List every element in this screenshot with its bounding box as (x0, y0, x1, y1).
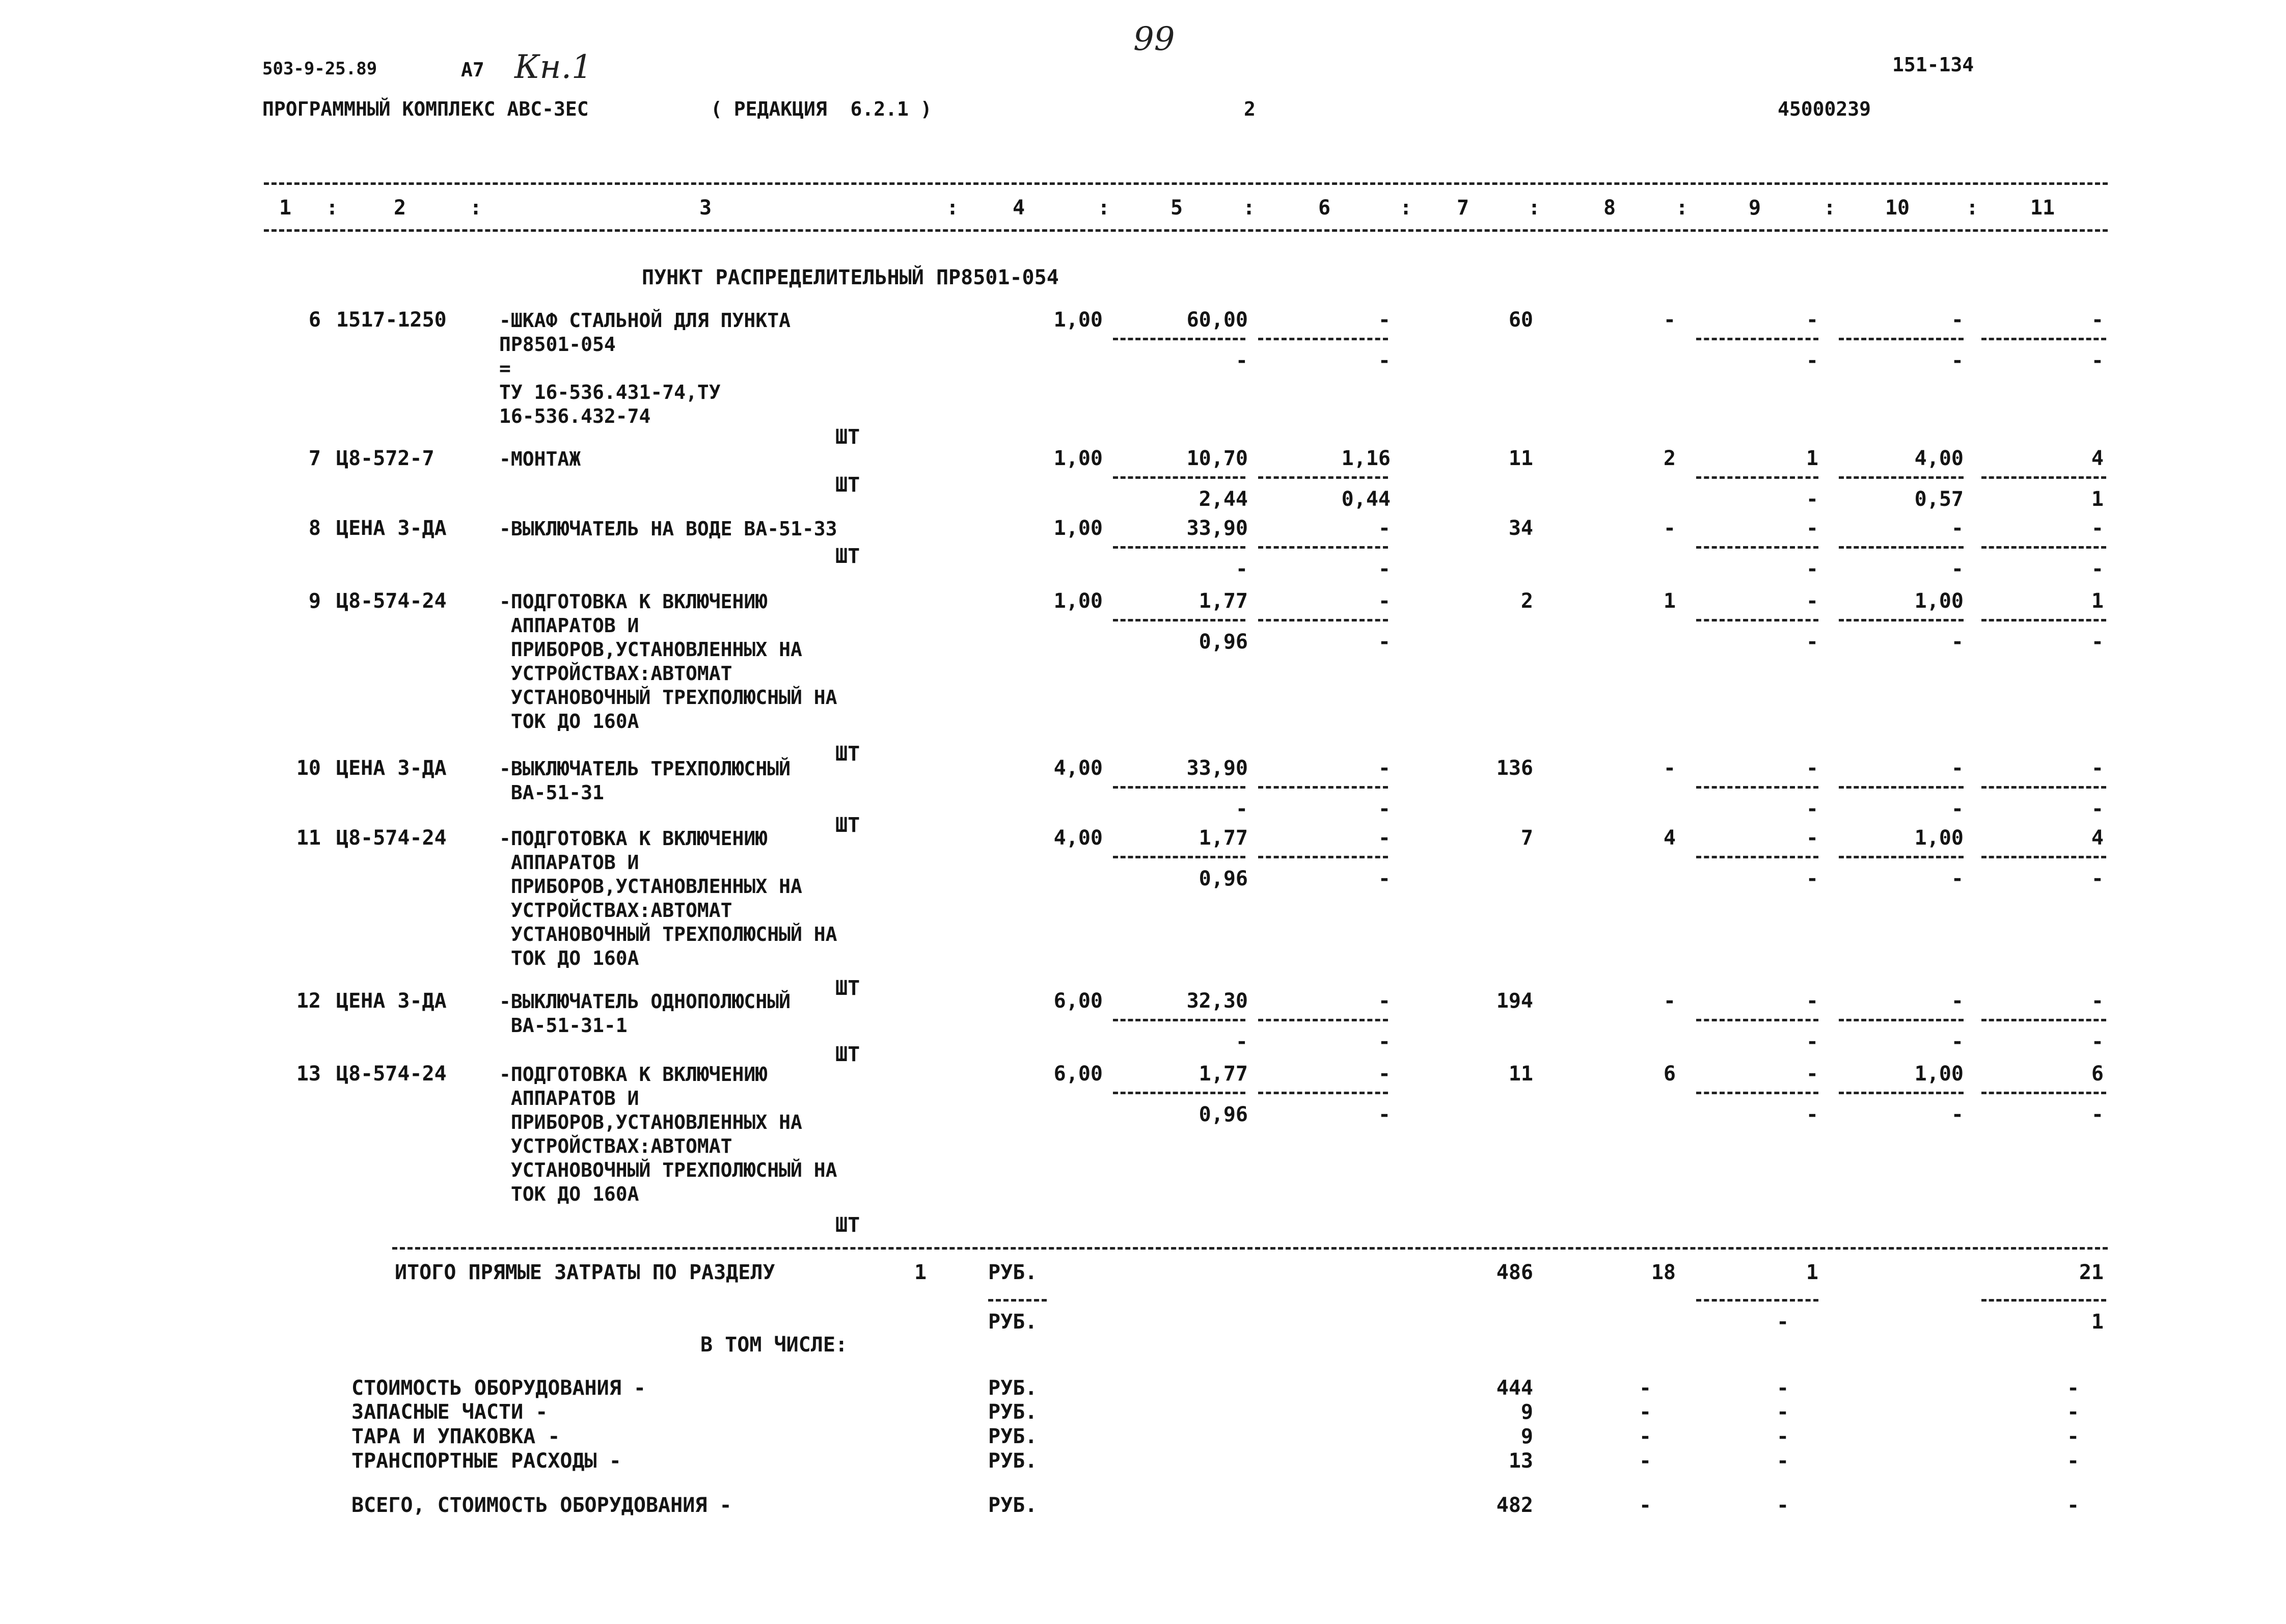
row-col10-second: - (1951, 349, 1964, 372)
row-qty: 1,00 (1053, 589, 1103, 613)
row-qty: 4,00 (1053, 756, 1103, 780)
column-separator: : (1243, 196, 1256, 220)
row-col9: - (1806, 1062, 1818, 1086)
row-description: -ПОДГОТОВКА К ВКЛЮЧЕНИЮ АППАРАТОВ И ПРИБОРОВ,УСТАНОВЛЕННЫХ НА УСТРОЙСТВАХ:АВТОМАТ УСТАНОВОЧНЫЙ ТРЕХПОЛЮСНЫЙ НА ТОК ДО 160А (499, 1063, 837, 1205)
row-col5: 10,70 (1186, 447, 1248, 470)
row-col9-second: - (1806, 867, 1818, 890)
column-header-8: 8 (1603, 196, 1616, 220)
row-col7: 60 (1508, 308, 1533, 332)
row-col11-second: - (2091, 349, 2104, 372)
totals-unit: РУБ. (988, 1261, 1038, 1284)
row-col9: - (1806, 826, 1818, 850)
row-col10-second: - (1951, 630, 1964, 654)
row-col6-divider (1258, 476, 1388, 479)
row-col7: 7 (1520, 826, 1533, 850)
row-col5-second: - (1235, 1030, 1248, 1053)
row-col11-second: - (2091, 630, 2104, 654)
row-col11-divider (1981, 546, 2106, 549)
row-col6-divider (1258, 786, 1388, 789)
totals-col11: 21 (2079, 1261, 2104, 1284)
breakdown-col8: - (1639, 1494, 1652, 1517)
row-col10: 1,00 (1914, 826, 1964, 850)
row-qty: 1,00 (1053, 308, 1103, 332)
breakdown-unit: РУБ. (988, 1425, 1038, 1448)
row-col5: 1,77 (1199, 826, 1248, 850)
row-col6: - (1378, 826, 1391, 850)
row-col9-divider (1696, 476, 1818, 479)
row-col5-divider (1113, 786, 1245, 789)
row-col11-divider (1981, 786, 2106, 789)
row-number: 7 (308, 447, 321, 470)
row-description: -МОНТАЖ (499, 448, 581, 470)
row-number: 11 (296, 826, 321, 850)
sheet-number: 2 (1244, 98, 1256, 120)
column-header-9: 9 (1748, 196, 1761, 220)
row-col11-divider (1981, 476, 2106, 479)
doc-code: 503-9-25.89 (262, 59, 377, 79)
row-col5-second: 2,44 (1199, 488, 1248, 511)
row-col11-second: - (2091, 1030, 2104, 1053)
row-number: 10 (296, 756, 321, 780)
row-col10: 1,00 (1914, 1062, 1964, 1086)
row-code: Ц8-574-24 (336, 1062, 447, 1086)
row-number: 12 (296, 989, 321, 1013)
row-col11: - (2091, 308, 2104, 332)
sheet-code: 151-134 (1892, 53, 1974, 76)
row-col6: - (1378, 308, 1391, 332)
breakdown-col11: - (2066, 1400, 2080, 1424)
row-col9-divider (1696, 619, 1818, 621)
breakdown-col8: - (1639, 1425, 1652, 1448)
row-col9-divider (1696, 856, 1818, 858)
row-description: -ШКАФ СТАЛЬНОЙ ДЛЯ ПУНКТА ПР8501-054 = ТУ 16-536.431-74,ТУ 16-536.432-74 (499, 309, 791, 427)
row-col11-divider (1981, 856, 2106, 858)
row-col10-divider (1839, 338, 1964, 340)
breakdown-col8: - (1639, 1400, 1652, 1424)
row-col10: 4,00 (1914, 447, 1964, 470)
row-qty: 6,00 (1053, 989, 1103, 1013)
format-label: А7 (461, 59, 484, 81)
totals-col11-underline (1981, 1299, 2106, 1302)
row-col11: 1 (2091, 589, 2104, 613)
row-col10-divider (1839, 856, 1964, 858)
row-col11-second: - (2091, 867, 2104, 890)
row-col9-divider (1696, 1019, 1818, 1021)
row-col9-second: - (1806, 630, 1818, 654)
column-header-10: 10 (1885, 196, 1910, 220)
row-unit: ШТ (835, 1213, 860, 1237)
totals-col9-underline (1696, 1299, 1818, 1302)
row-col11: - (2091, 517, 2104, 540)
row-qty: 4,00 (1053, 826, 1103, 850)
row-col10: - (1951, 517, 1964, 540)
header-rule-bottom (264, 229, 2108, 232)
row-col5-divider (1113, 1092, 1245, 1094)
row-code: ЦЕНА 3-ДА (336, 989, 447, 1013)
edition-label: ( РЕДАКЦИЯ 6.2.1 ) (711, 98, 932, 120)
column-header-2: 2 (393, 196, 406, 220)
row-col9-divider (1696, 546, 1818, 549)
row-col10-divider (1839, 786, 1964, 789)
book-number: Кн.1 (514, 48, 592, 86)
row-col11-second: - (2091, 797, 2104, 821)
row-col10: - (1951, 756, 1964, 780)
column-header-1: 1 (279, 196, 292, 220)
row-col8: 6 (1663, 1062, 1676, 1086)
row-col6-divider (1258, 1019, 1388, 1021)
breakdown-col11: - (2066, 1494, 2080, 1517)
row-col6-divider (1258, 856, 1388, 858)
breakdown-col9: - (1776, 1449, 1789, 1473)
row-col5: 1,77 (1199, 589, 1248, 613)
column-separator: : (1676, 196, 1689, 220)
row-number: 8 (308, 517, 321, 540)
row-col5-second: - (1235, 349, 1248, 372)
column-separator: : (1966, 196, 1979, 220)
row-col5-second: 0,96 (1199, 867, 1248, 890)
totals-col9: 1 (1806, 1261, 1818, 1284)
breakdown-col8: - (1639, 1449, 1652, 1473)
row-col7: 2 (1520, 589, 1533, 613)
totals-unit-underline (988, 1299, 1047, 1302)
column-separator: : (1528, 196, 1541, 220)
row-col8: - (1663, 517, 1676, 540)
row-col7: 11 (1508, 447, 1533, 470)
row-unit: ШТ (835, 977, 860, 1000)
breakdown-label: ТРАНСПОРТНЫЕ РАСХОДЫ - (351, 1449, 621, 1473)
row-col9: - (1806, 756, 1818, 780)
totals-col7: 486 (1496, 1261, 1533, 1284)
breakdown-label: ВСЕГО, СТОИМОСТЬ ОБОРУДОВАНИЯ - (351, 1494, 732, 1517)
row-unit: ШТ (835, 473, 860, 497)
row-description: -ПОДГОТОВКА К ВКЛЮЧЕНИЮ АППАРАТОВ И ПРИБОРОВ,УСТАНОВЛЕННЫХ НА УСТРОЙСТВАХ:АВТОМАТ УСТАНОВОЧНЫЙ ТРЕХПОЛЮСНЫЙ НА ТОК ДО 160А (499, 827, 837, 969)
breakdown-label: ЗАПАСНЫЕ ЧАСТИ - (351, 1400, 548, 1424)
row-col9-second: - (1806, 557, 1818, 581)
row-col7: 34 (1508, 517, 1533, 540)
row-unit: ШТ (835, 742, 860, 766)
row-col6-second: - (1378, 557, 1391, 581)
row-col10-divider (1839, 546, 1964, 549)
totals-section: 1 (914, 1261, 927, 1284)
column-header-6: 6 (1318, 196, 1331, 220)
column-header-7: 7 (1456, 196, 1469, 220)
row-col6-second: 0,44 (1341, 488, 1391, 511)
row-description: -ВЫКЛЮЧАТЕЛЬ НА ВОДЕ ВА-51-33 (499, 518, 837, 540)
breakdown-col8: - (1639, 1376, 1652, 1400)
row-col6: - (1378, 1062, 1391, 1086)
breakdown-col7: 13 (1508, 1449, 1533, 1473)
page-number: 99 (1133, 20, 1175, 58)
row-col5-second: - (1235, 557, 1248, 581)
row-description: -ВЫКЛЮЧАТЕЛЬ ОДНОПОЛЮСНЫЙ ВА-51-31-1 (499, 990, 791, 1037)
row-col5-divider (1113, 476, 1245, 479)
row-number: 6 (308, 308, 321, 332)
totals-col9-second: - (1776, 1310, 1789, 1334)
row-qty: 1,00 (1053, 447, 1103, 470)
section-title: ПУНКТ РАСПРЕДЕЛИТЕЛЬНЫЙ ПР8501-054 (642, 266, 1059, 289)
row-col9: 1 (1806, 447, 1818, 470)
row-col11-second: - (2091, 557, 2104, 581)
breakdown-col7: 9 (1520, 1425, 1533, 1448)
breakdown-col11: - (2066, 1449, 2080, 1473)
row-col6: 1,16 (1341, 447, 1391, 470)
breakdown-label: СТОИМОСТЬ ОБОРУДОВАНИЯ - (351, 1376, 646, 1400)
column-header-11: 11 (2030, 196, 2055, 220)
column-separator: : (1098, 196, 1110, 220)
row-col6: - (1378, 517, 1391, 540)
row-col6-divider (1258, 1092, 1388, 1094)
breakdown-unit: РУБ. (988, 1494, 1038, 1517)
row-col10: - (1951, 308, 1964, 332)
program-name: ПРОГРАММНЫЙ КОМПЛЕКС АВС-3ЕС (262, 98, 589, 120)
row-col9: - (1806, 989, 1818, 1013)
column-header-5: 5 (1170, 196, 1183, 220)
row-col5-divider (1113, 546, 1245, 549)
row-col10-second: - (1951, 557, 1964, 581)
row-col11: 6 (2091, 1062, 2104, 1086)
row-col6-second: - (1378, 630, 1391, 654)
row-col10: 1,00 (1914, 589, 1964, 613)
breakdown-col11: - (2066, 1376, 2080, 1400)
row-qty: 6,00 (1053, 1062, 1103, 1086)
row-col10-divider (1839, 476, 1964, 479)
breakdown-col9: - (1776, 1425, 1789, 1448)
totals-rule (392, 1247, 2108, 1250)
row-col9-second: - (1806, 349, 1818, 372)
row-code: ЦЕНА 3-ДА (336, 517, 447, 540)
breakdown-col9: - (1776, 1400, 1789, 1424)
row-col10-second: - (1951, 867, 1964, 890)
row-col10-divider (1839, 619, 1964, 621)
row-qty: 1,00 (1053, 517, 1103, 540)
row-col11-second: - (2091, 1103, 2104, 1126)
row-col8: 1 (1663, 589, 1676, 613)
column-separator: : (470, 196, 482, 220)
row-col5: 33,90 (1186, 756, 1248, 780)
row-col8: 4 (1663, 826, 1676, 850)
header-rule-top (264, 182, 2108, 185)
row-col10-second: - (1951, 1103, 1964, 1126)
row-col5-divider (1113, 338, 1245, 340)
row-col5-divider (1113, 1019, 1245, 1021)
row-code: Ц8-574-24 (336, 589, 447, 613)
row-col5: 1,77 (1199, 1062, 1248, 1086)
row-col6-divider (1258, 619, 1388, 621)
row-col10-divider (1839, 1092, 1964, 1094)
row-col11: - (2091, 756, 2104, 780)
row-col5: 33,90 (1186, 517, 1248, 540)
row-col10-second: - (1951, 797, 1964, 821)
row-col8: - (1663, 308, 1676, 332)
row-col9: - (1806, 589, 1818, 613)
row-code: ЦЕНА 3-ДА (336, 756, 447, 780)
column-separator: : (946, 196, 959, 220)
breakdown-col9: - (1776, 1376, 1789, 1400)
totals-label: ИТОГО ПРЯМЫЕ ЗАТРАТЫ ПО РАЗДЕЛУ (395, 1261, 775, 1284)
breakdown-col7: 444 (1496, 1376, 1533, 1400)
row-col5: 60,00 (1186, 308, 1248, 332)
row-col9-second: - (1806, 1103, 1818, 1126)
breakdown-col7: 9 (1520, 1400, 1533, 1424)
row-col5: 32,30 (1186, 989, 1248, 1013)
row-col6-divider (1258, 338, 1388, 340)
row-col11-divider (1981, 1019, 2106, 1021)
row-code: Ц8-574-24 (336, 826, 447, 850)
row-unit: ШТ (835, 814, 860, 837)
row-col11-divider (1981, 338, 2106, 340)
row-col7: 194 (1496, 989, 1533, 1013)
column-separator: : (326, 196, 339, 220)
breakdown-col11: - (2066, 1425, 2080, 1448)
row-col8: 2 (1663, 447, 1676, 470)
row-code: Ц8-572-7 (336, 447, 434, 470)
row-col10-second: - (1951, 1030, 1964, 1053)
row-col9: - (1806, 517, 1818, 540)
row-col6: - (1378, 756, 1391, 780)
row-col5-second: 0,96 (1199, 1103, 1248, 1126)
row-col6: - (1378, 589, 1391, 613)
row-col5-divider (1113, 619, 1245, 621)
row-description: -ПОДГОТОВКА К ВКЛЮЧЕНИЮ АППАРАТОВ И ПРИБОРОВ,УСТАНОВЛЕННЫХ НА УСТРОЙСТВАХ:АВТОМАТ УСТАНОВОЧНЫЙ ТРЕХПОЛЮСНЫЙ НА ТОК ДО 160А (499, 590, 837, 733)
row-col6-second: - (1378, 1103, 1391, 1126)
row-col7: 11 (1508, 1062, 1533, 1086)
row-col11-divider (1981, 619, 2106, 621)
row-col5-second: 0,96 (1199, 630, 1248, 654)
row-col9-divider (1696, 1092, 1818, 1094)
row-col6-second: - (1378, 867, 1391, 890)
row-col11-second: 1 (2091, 488, 2104, 511)
row-col11: 4 (2091, 447, 2104, 470)
row-col11: 4 (2091, 826, 2104, 850)
breakdown-col9: - (1776, 1494, 1789, 1517)
row-col9-divider (1696, 338, 1818, 340)
row-col10-divider (1839, 1019, 1964, 1021)
row-col6-second: - (1378, 349, 1391, 372)
totals-unit-2: РУБ. (988, 1310, 1038, 1334)
column-header-3: 3 (699, 196, 712, 220)
row-col10: - (1951, 989, 1964, 1013)
column-header-4: 4 (1012, 196, 1025, 220)
row-number: 13 (296, 1062, 321, 1086)
row-col9-second: - (1806, 797, 1818, 821)
row-col11-divider (1981, 1092, 2106, 1094)
row-col8: - (1663, 989, 1676, 1013)
row-col6-divider (1258, 546, 1388, 549)
column-separator: : (1824, 196, 1836, 220)
totals-col11-second: 1 (2091, 1310, 2104, 1334)
row-number: 9 (308, 589, 321, 613)
row-unit: ШТ (835, 425, 860, 449)
row-unit: ШТ (835, 545, 860, 568)
row-code: 1517-1250 (336, 308, 447, 332)
row-col9-second: - (1806, 488, 1818, 511)
totals-col8: 18 (1651, 1261, 1676, 1284)
row-col9-second: - (1806, 1030, 1818, 1053)
breakdown-unit: РУБ. (988, 1400, 1038, 1424)
breakdown-unit: РУБ. (988, 1376, 1038, 1400)
row-unit: ШТ (835, 1043, 860, 1066)
breakdown-col7: 482 (1496, 1494, 1533, 1517)
row-col5-second: - (1235, 797, 1248, 821)
column-separator: : (1400, 196, 1412, 220)
document-number: 45000239 (1778, 98, 1871, 120)
breakdown-unit: РУБ. (988, 1449, 1038, 1473)
row-col5-divider (1113, 856, 1245, 858)
row-col9: - (1806, 308, 1818, 332)
including-label: В ТОМ ЧИСЛЕ: (700, 1333, 848, 1357)
row-col6: - (1378, 989, 1391, 1013)
row-description: -ВЫКЛЮЧАТЕЛЬ ТРЕХПОЛЮСНЫЙ ВА-51-31 (499, 757, 791, 804)
row-col11: - (2091, 989, 2104, 1013)
row-col7: 136 (1496, 756, 1533, 780)
row-col10-second: 0,57 (1914, 488, 1964, 511)
row-col9-divider (1696, 786, 1818, 789)
breakdown-label: ТАРА И УПАКОВКА - (351, 1425, 560, 1448)
row-col6-second: - (1378, 1030, 1391, 1053)
row-col8: - (1663, 756, 1676, 780)
row-col6-second: - (1378, 797, 1391, 821)
